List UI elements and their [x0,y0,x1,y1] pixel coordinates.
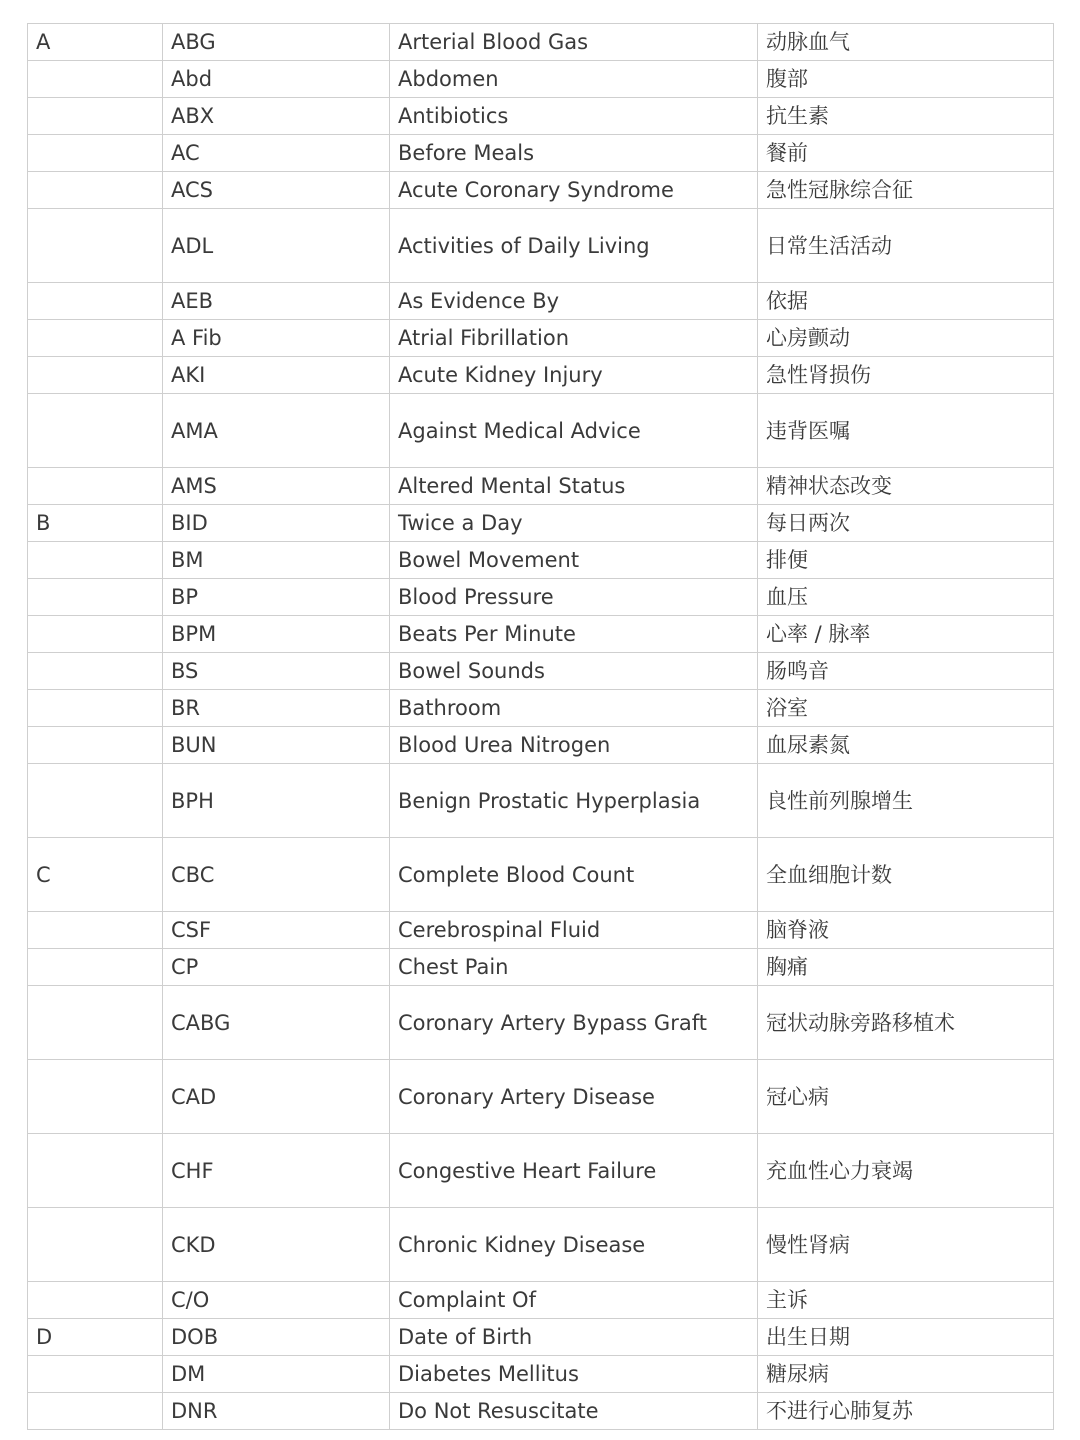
table-row [28,912,1054,949]
chinese-term: 依据 [758,283,1054,320]
abbreviation: ABX [163,98,390,135]
table-row [28,320,1054,357]
abbreviation: AKI [163,357,390,394]
chinese-term: 抗生素 [758,98,1054,135]
group-letter: D [28,1319,163,1356]
group-letter [28,209,163,283]
full-term: Antibiotics [390,98,758,135]
chinese-term: 动脉血气 [758,24,1054,61]
table-row [28,61,1054,98]
full-term: Blood Urea Nitrogen [390,727,758,764]
chinese-term: 慢性肾病 [758,1208,1054,1282]
chinese-term: 胸痛 [758,949,1054,986]
table-row [28,727,1054,764]
abbreviation: CBC [163,838,390,912]
abbreviation: CABG [163,986,390,1060]
group-letter: C [28,838,163,912]
full-term: Chest Pain [390,949,758,986]
full-term: Activities of Daily Living [390,209,758,283]
chinese-term: 冠状动脉旁路移植术 [758,986,1054,1060]
table-row [28,1356,1054,1393]
abbreviation: CAD [163,1060,390,1134]
table-row [28,838,1054,912]
chinese-term: 日常生活活动 [758,209,1054,283]
table-row [28,579,1054,616]
group-letter [28,394,163,468]
abbreviation-table [27,23,1054,1430]
chinese-term: 脑脊液 [758,912,1054,949]
full-term: Date of Birth [390,1319,758,1356]
full-term: Beats Per Minute [390,616,758,653]
abbreviation: CKD [163,1208,390,1282]
full-term: Blood Pressure [390,579,758,616]
full-term: Arterial Blood Gas [390,24,758,61]
table-row [28,1393,1054,1430]
table-row [28,283,1054,320]
chinese-term: 主诉 [758,1282,1054,1319]
abbreviation: C/O [163,1282,390,1319]
group-letter [28,579,163,616]
abbreviation: DNR [163,1393,390,1430]
table-row [28,357,1054,394]
abbreviation: BUN [163,727,390,764]
full-term: Coronary Artery Bypass Graft [390,986,758,1060]
table-row [28,986,1054,1060]
abbreviation: BPM [163,616,390,653]
group-letter [28,320,163,357]
chinese-term: 浴室 [758,690,1054,727]
full-term: Complete Blood Count [390,838,758,912]
group-letter [28,468,163,505]
chinese-term: 精神状态改变 [758,468,1054,505]
full-term: Twice a Day [390,505,758,542]
abbreviation-page [27,23,1053,1430]
table-row [28,209,1054,283]
chinese-term: 急性冠脉综合征 [758,172,1054,209]
abbreviation: DM [163,1356,390,1393]
chinese-term: 充血性心力衰竭 [758,1134,1054,1208]
full-term: Cerebrospinal Fluid [390,912,758,949]
full-term: Complaint Of [390,1282,758,1319]
chinese-term: 腹部 [758,61,1054,98]
abbreviation: BID [163,505,390,542]
full-term: Bowel Sounds [390,653,758,690]
table-row [28,542,1054,579]
full-term: Bowel Movement [390,542,758,579]
table-row [28,949,1054,986]
group-letter: B [28,505,163,542]
chinese-term: 排便 [758,542,1054,579]
full-term: Chronic Kidney Disease [390,1208,758,1282]
abbreviation: CSF [163,912,390,949]
full-term: Benign Prostatic Hyperplasia [390,764,758,838]
table-row [28,1319,1054,1356]
full-term: Do Not Resuscitate [390,1393,758,1430]
group-letter [28,1393,163,1430]
full-term: Coronary Artery Disease [390,1060,758,1134]
group-letter [28,135,163,172]
group-letter [28,764,163,838]
group-letter [28,653,163,690]
group-letter [28,61,163,98]
abbreviation: BM [163,542,390,579]
abbreviation: BPH [163,764,390,838]
full-term: Congestive Heart Failure [390,1134,758,1208]
chinese-term: 出生日期 [758,1319,1054,1356]
group-letter [28,1282,163,1319]
table-row [28,1208,1054,1282]
table-row [28,1060,1054,1134]
abbreviation: BP [163,579,390,616]
group-letter [28,542,163,579]
group-letter [28,690,163,727]
table-row [28,653,1054,690]
abbreviation: AC [163,135,390,172]
table-row [28,616,1054,653]
group-letter [28,949,163,986]
full-term: As Evidence By [390,283,758,320]
chinese-term: 餐前 [758,135,1054,172]
group-letter [28,1356,163,1393]
abbreviation: Abd [163,61,390,98]
group-letter [28,616,163,653]
group-letter [28,727,163,764]
group-letter [28,98,163,135]
table-row [28,135,1054,172]
table-row [28,505,1054,542]
full-term: Diabetes Mellitus [390,1356,758,1393]
abbreviation: A Fib [163,320,390,357]
group-letter [28,1134,163,1208]
abbreviation: ABG [163,24,390,61]
full-term: Against Medical Advice [390,394,758,468]
table-row [28,98,1054,135]
chinese-term: 糖尿病 [758,1356,1054,1393]
chinese-term: 每日两次 [758,505,1054,542]
abbreviation: CP [163,949,390,986]
full-term: Altered Mental Status [390,468,758,505]
full-term: Before Meals [390,135,758,172]
abbreviation: CHF [163,1134,390,1208]
chinese-term: 冠心病 [758,1060,1054,1134]
chinese-term: 全血细胞计数 [758,838,1054,912]
group-letter [28,172,163,209]
abbreviation: DOB [163,1319,390,1356]
abbreviation: BS [163,653,390,690]
group-letter [28,357,163,394]
table-row [28,1134,1054,1208]
table-row [28,690,1054,727]
table-row [28,172,1054,209]
chinese-term: 不进行心肺复苏 [758,1393,1054,1430]
chinese-term: 血尿素氮 [758,727,1054,764]
full-term: Acute Kidney Injury [390,357,758,394]
group-letter [28,912,163,949]
chinese-term: 急性肾损伤 [758,357,1054,394]
abbreviation: AMS [163,468,390,505]
abbreviation: AEB [163,283,390,320]
abbreviation: ADL [163,209,390,283]
full-term: Atrial Fibrillation [390,320,758,357]
chinese-term: 良性前列腺增生 [758,764,1054,838]
group-letter [28,1060,163,1134]
chinese-term: 肠鸣音 [758,653,1054,690]
table-row [28,764,1054,838]
group-letter [28,283,163,320]
table-row [28,468,1054,505]
chinese-term: 违背医嘱 [758,394,1054,468]
abbreviation: ACS [163,172,390,209]
full-term: Acute Coronary Syndrome [390,172,758,209]
chinese-term: 血压 [758,579,1054,616]
table-row [28,1282,1054,1319]
group-letter [28,1208,163,1282]
group-letter [28,986,163,1060]
full-term: Bathroom [390,690,758,727]
chinese-term: 心率 / 脉率 [758,616,1054,653]
full-term: Abdomen [390,61,758,98]
abbreviation: AMA [163,394,390,468]
abbreviation: BR [163,690,390,727]
group-letter: A [28,24,163,61]
table-row [28,24,1054,61]
chinese-term: 心房颤动 [758,320,1054,357]
table-row [28,394,1054,468]
